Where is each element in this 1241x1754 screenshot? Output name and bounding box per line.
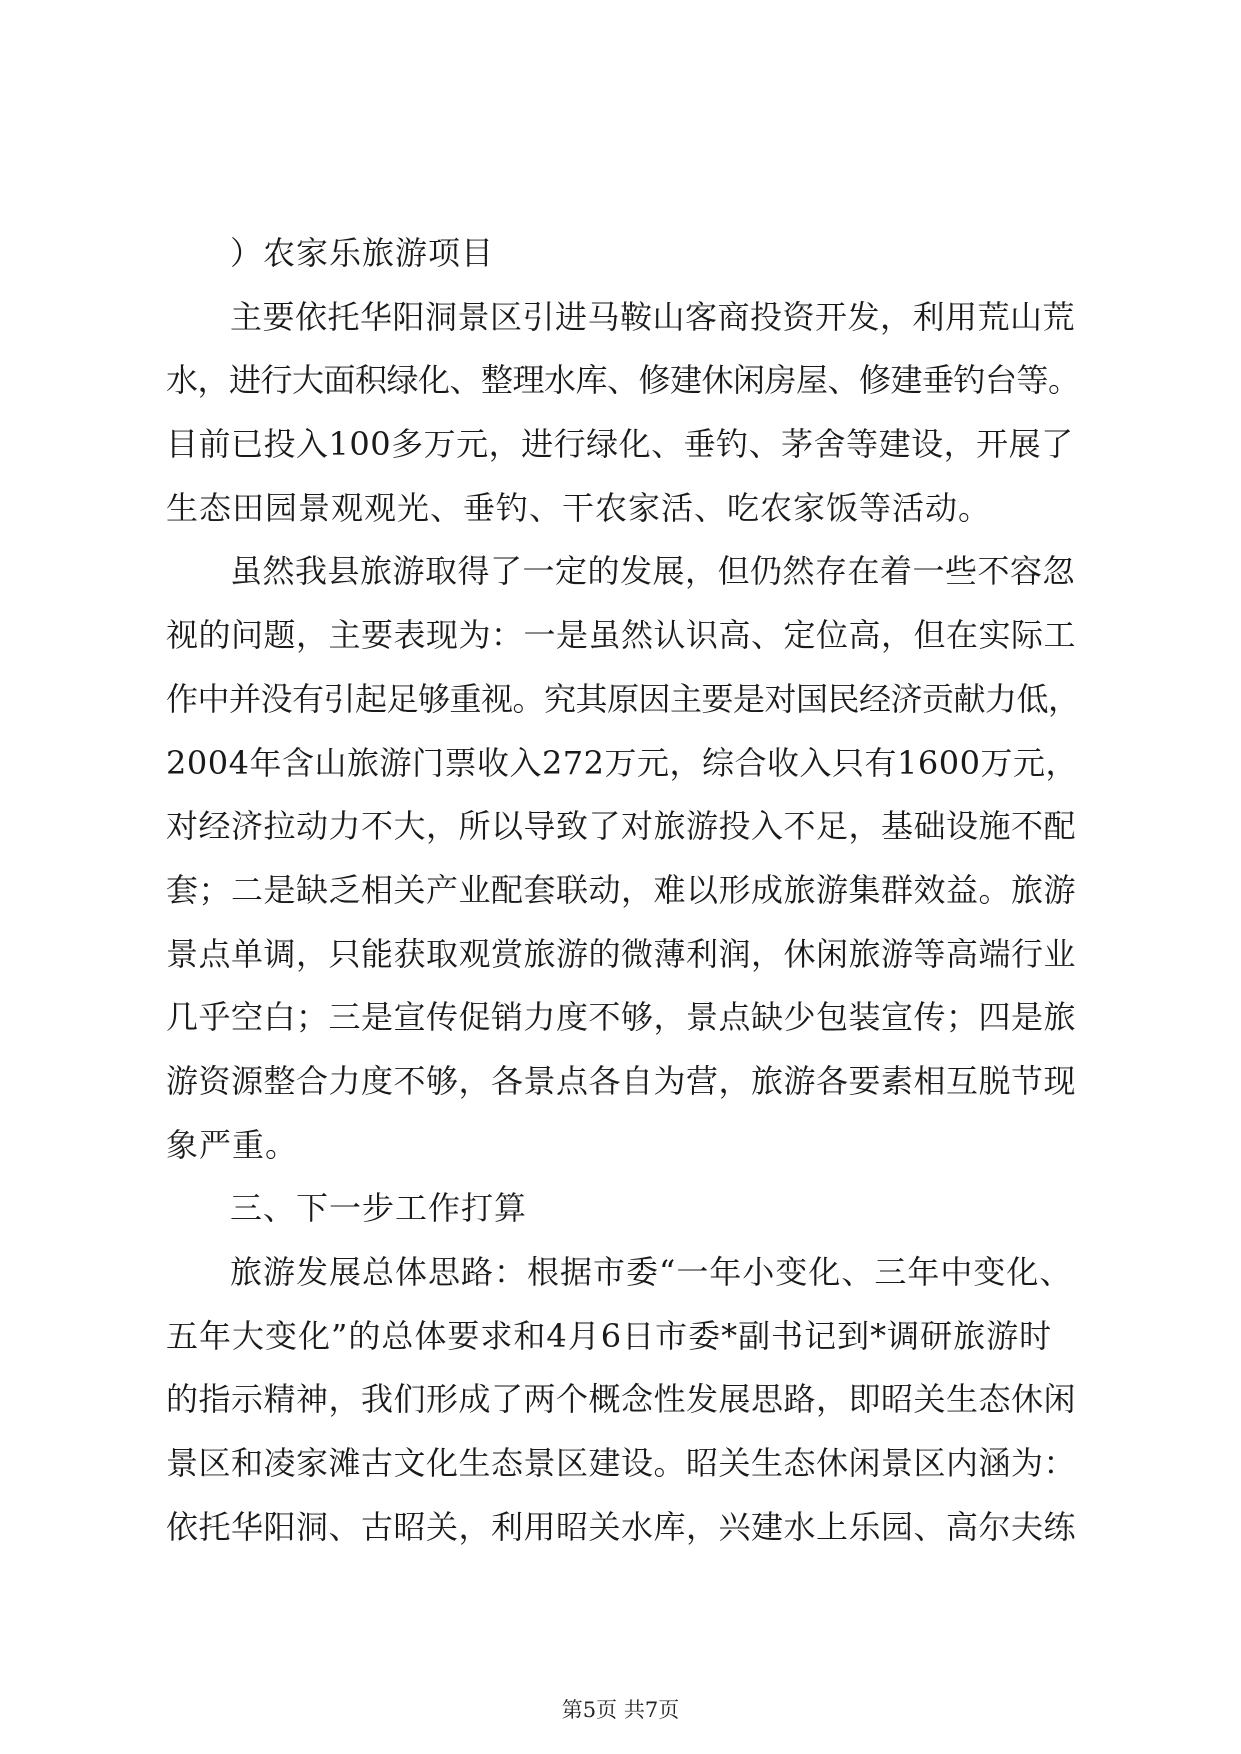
paragraph-line: 水，进行大面积绿化、整理水库、修建休闲房屋、修建垂钓台等。: [166, 361, 1080, 400]
paragraph-line: 目前已投入100多万元，进行绿化、垂钓、茅舍等建设，开展了: [166, 425, 1074, 464]
paragraph-line: 游资源整合力度不够，各景点各自为营，旅游各要素相互脱节现: [166, 1061, 1077, 1100]
paragraph-line: 主要依托华阳洞景区引进马鞍山客商投资开发，利用荒山荒: [230, 297, 1076, 336]
paragraph-line: 的指示精神，我们形成了两个概念性发展思路，即昭关生态休闲: [166, 1380, 1077, 1419]
document-body: [166, 222, 1086, 1559]
paragraph-line: 依托华阳洞、古昭关，利用昭关水库，兴建水上乐园、高尔夫练: [166, 1507, 1077, 1546]
paragraph-line: 象严重。: [166, 1125, 299, 1164]
paragraph-line: 旅游发展总体思路：根据市委“一年小变化、三年中变化、: [230, 1253, 1073, 1291]
paragraph-line: 景区和凌家滩古文化生态景区建设。昭关生态休闲景区内涵为：: [166, 1444, 1077, 1483]
paragraph-line: 2004年含山旅游门票收入272万元，综合收入只有1600万元，: [166, 743, 1078, 782]
paragraph-line: 套；二是缺乏相关产业配套联动，难以形成旅游集群效益。旅游: [166, 870, 1077, 909]
paragraph-line: 景点单调，只能获取观赏旅游的微薄利润，休闲旅游等高端行业: [166, 934, 1077, 973]
paragraph-line: 生态田园景观观光、垂钓、干农家活、吃农家饭等活动。: [166, 488, 992, 527]
section-heading: ）农家乐旅游项目: [230, 234, 495, 272]
paragraph-line: 作中并没有引起足够重视。究其原因主要是对国民经济贡献力低，: [166, 679, 1080, 718]
paragraph-line: 虽然我县旅游取得了一定的发展，但仍然存在着一些不容忽: [230, 552, 1076, 591]
page-number-footer: 第5页 共7页: [561, 1698, 680, 1722]
paragraph-line: 对经济拉动力不大，所以导致了对旅游投入不足，基础设施不配: [166, 807, 1077, 846]
paragraph-line: 视的问题，主要表现为：一是虽然认识高、定位高，但在实际工: [166, 616, 1077, 655]
paragraph-line: 几乎空白；三是宣传促销力度不够，景点缺少包装宣传；四是旅: [166, 998, 1077, 1037]
section-heading: 三、下一步工作打算: [230, 1189, 528, 1228]
paragraph-line: 五年大变化”的总体要求和4月6日市委*副书记到*调研旅游时: [166, 1316, 1053, 1355]
